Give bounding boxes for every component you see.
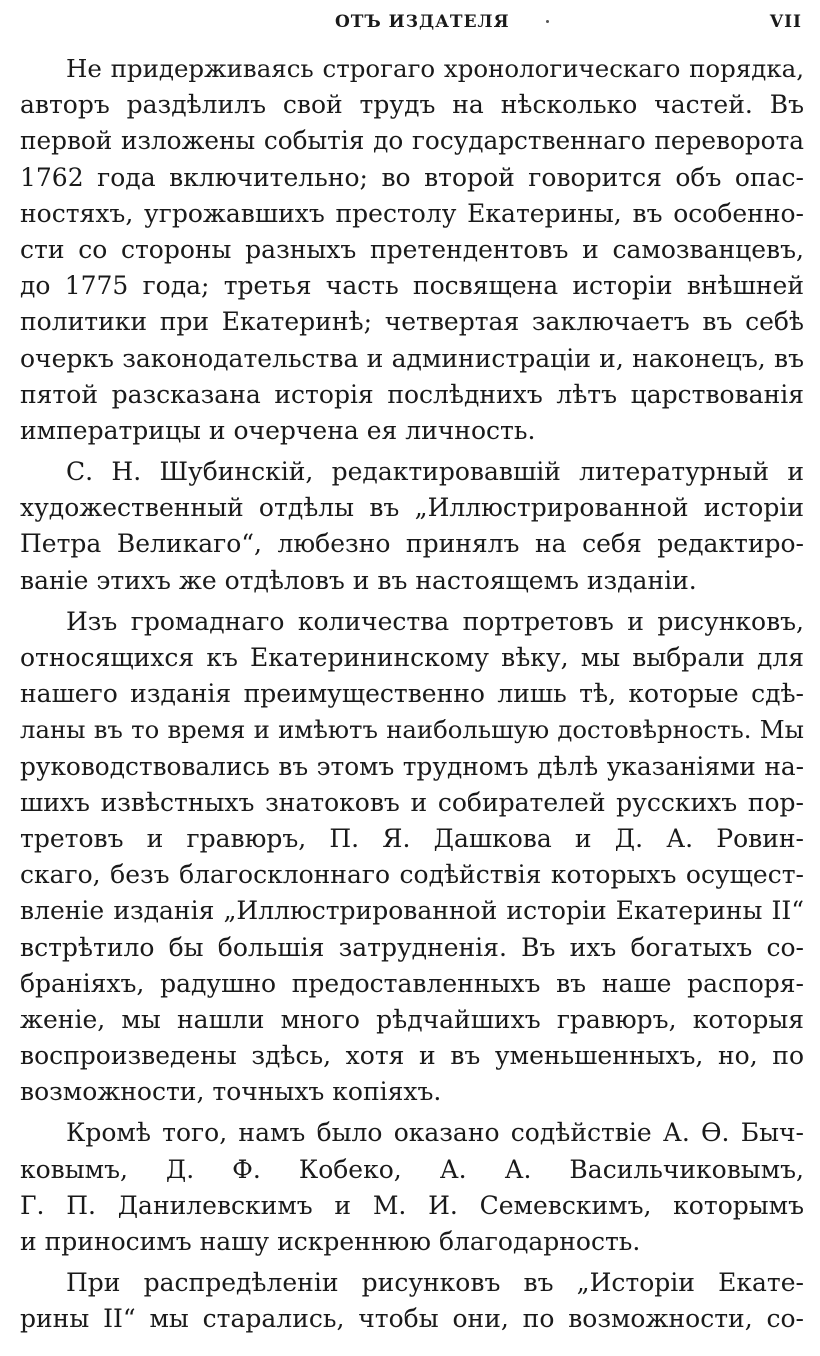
text-line: При распредѣленіи рисунковъ въ „Исторіи Екате- <box>66 1268 804 1298</box>
paragraph-parts-of-work <box>20 51 804 449</box>
text-line: ковымъ, Д. Ф. Кобеко, А. А. Васильчиковымъ, <box>20 1154 804 1184</box>
text-line: Изъ громаднаго количества портретовъ и рисунковъ, <box>66 606 804 636</box>
text-line: третовъ и гравюръ, П. Я. Дашкова и Д. А. Ровин- <box>20 823 804 853</box>
text-line: 1762 года включительно; во второй говорится объ опас- <box>20 162 804 192</box>
text-line: ланы въ то время и имѣютъ наибольшую достовѣрность. Мы <box>20 715 804 745</box>
text-line: Петра Великаго“, любезно принялъ на себя редактиро- <box>20 529 804 559</box>
running-header <box>0 12 820 36</box>
text-line: пятой разсказана исторія послѣднихъ лѣтъ царствованія <box>20 379 804 409</box>
text-line: и приносимъ нашу искреннюю благодарность. <box>20 1227 641 1256</box>
text-line: относящихся къ Екатерининскому вѣку, мы выбрали для <box>20 643 804 672</box>
text-line: ваніе этихъ же отдѣловъ и въ настоящемъ изданіи. <box>20 565 697 595</box>
text-line: Не придерживаясь строгаго хронологическаго порядка, <box>66 54 804 83</box>
text-line: воспроизведены здѣсь, хотя и въ уменьшенныхъ, но, по <box>20 1041 804 1071</box>
paragraph-portraits <box>20 604 804 1111</box>
text-line: до 1775 года; третья часть посвящена исторіи внѣшней <box>20 271 804 301</box>
ink-speck <box>546 20 549 23</box>
text-line: очеркъ законодательства и администраціи и, наконецъ, въ <box>20 343 804 373</box>
text-line: браніяхъ, радушно предоставленныхъ въ наше распоря- <box>20 968 804 998</box>
text-line: ностяхъ, угрожавшихъ престолу Екатерины, въ особенно- <box>20 198 804 228</box>
text-line: художественный отдѣлы въ „Иллюстрированной исторіи <box>20 493 804 523</box>
text-line: сти со стороны разныхъ претендентовъ и самозванцевъ, <box>20 234 804 264</box>
text-line: С. Н. Шубинскій, редактировавшій литературный и <box>66 457 804 487</box>
text-line: рины II“ мы старались, чтобы они, по возможности, со- <box>20 1304 804 1334</box>
paragraph-editor <box>20 454 804 599</box>
text-line: авторъ раздѣлилъ свой трудъ на нѣсколько частей. Въ <box>20 90 804 120</box>
text-line: Кромѣ того, намъ было оказано содѣйствіе А. Ѳ. Быч- <box>66 1118 804 1148</box>
text-line: шихъ извѣстныхъ знатоковъ и собирателей русскихъ пор- <box>20 787 804 817</box>
text-line: императрицы и очерчена ея личность. <box>20 415 536 445</box>
text-line: политики при Екатеринѣ; четвертая заключаетъ въ себѣ <box>20 307 804 337</box>
paragraph-acknowledgements <box>20 1115 804 1260</box>
text-line: первой изложены событія до государственнаго переворота <box>20 126 804 156</box>
text-line: встрѣтило бы большія затрудненія. Въ ихъ богатыхъ со- <box>20 932 804 962</box>
text-line: возможности, точныхъ копіяхъ. <box>20 1077 442 1107</box>
text-line: руководствовались въ этомъ трудномъ дѣлѣ указаніями на- <box>20 751 804 781</box>
text-line: нашего изданія преимущественно лишь тѣ, которые сдѣ- <box>20 679 804 709</box>
paragraph-illustrations <box>20 1265 804 1337</box>
text-line: скаго, безъ благосклоннаго содѣйствія которыхъ осущест- <box>20 860 804 890</box>
page-number: VII <box>769 12 802 32</box>
text-line: женіе, мы нашли много рѣдчайшихъ гравюръ, которыя <box>20 1004 804 1034</box>
text-body <box>20 51 804 1343</box>
text-line: вленіе изданія „Иллюстрированной исторіи Екатерины II“ <box>20 896 804 926</box>
header-title: ОТЪ ИЗДАТЕЛЯ <box>335 12 510 32</box>
text-line: Г. П. Данилевскимъ и М. И. Семевскимъ, которымъ <box>20 1190 804 1220</box>
